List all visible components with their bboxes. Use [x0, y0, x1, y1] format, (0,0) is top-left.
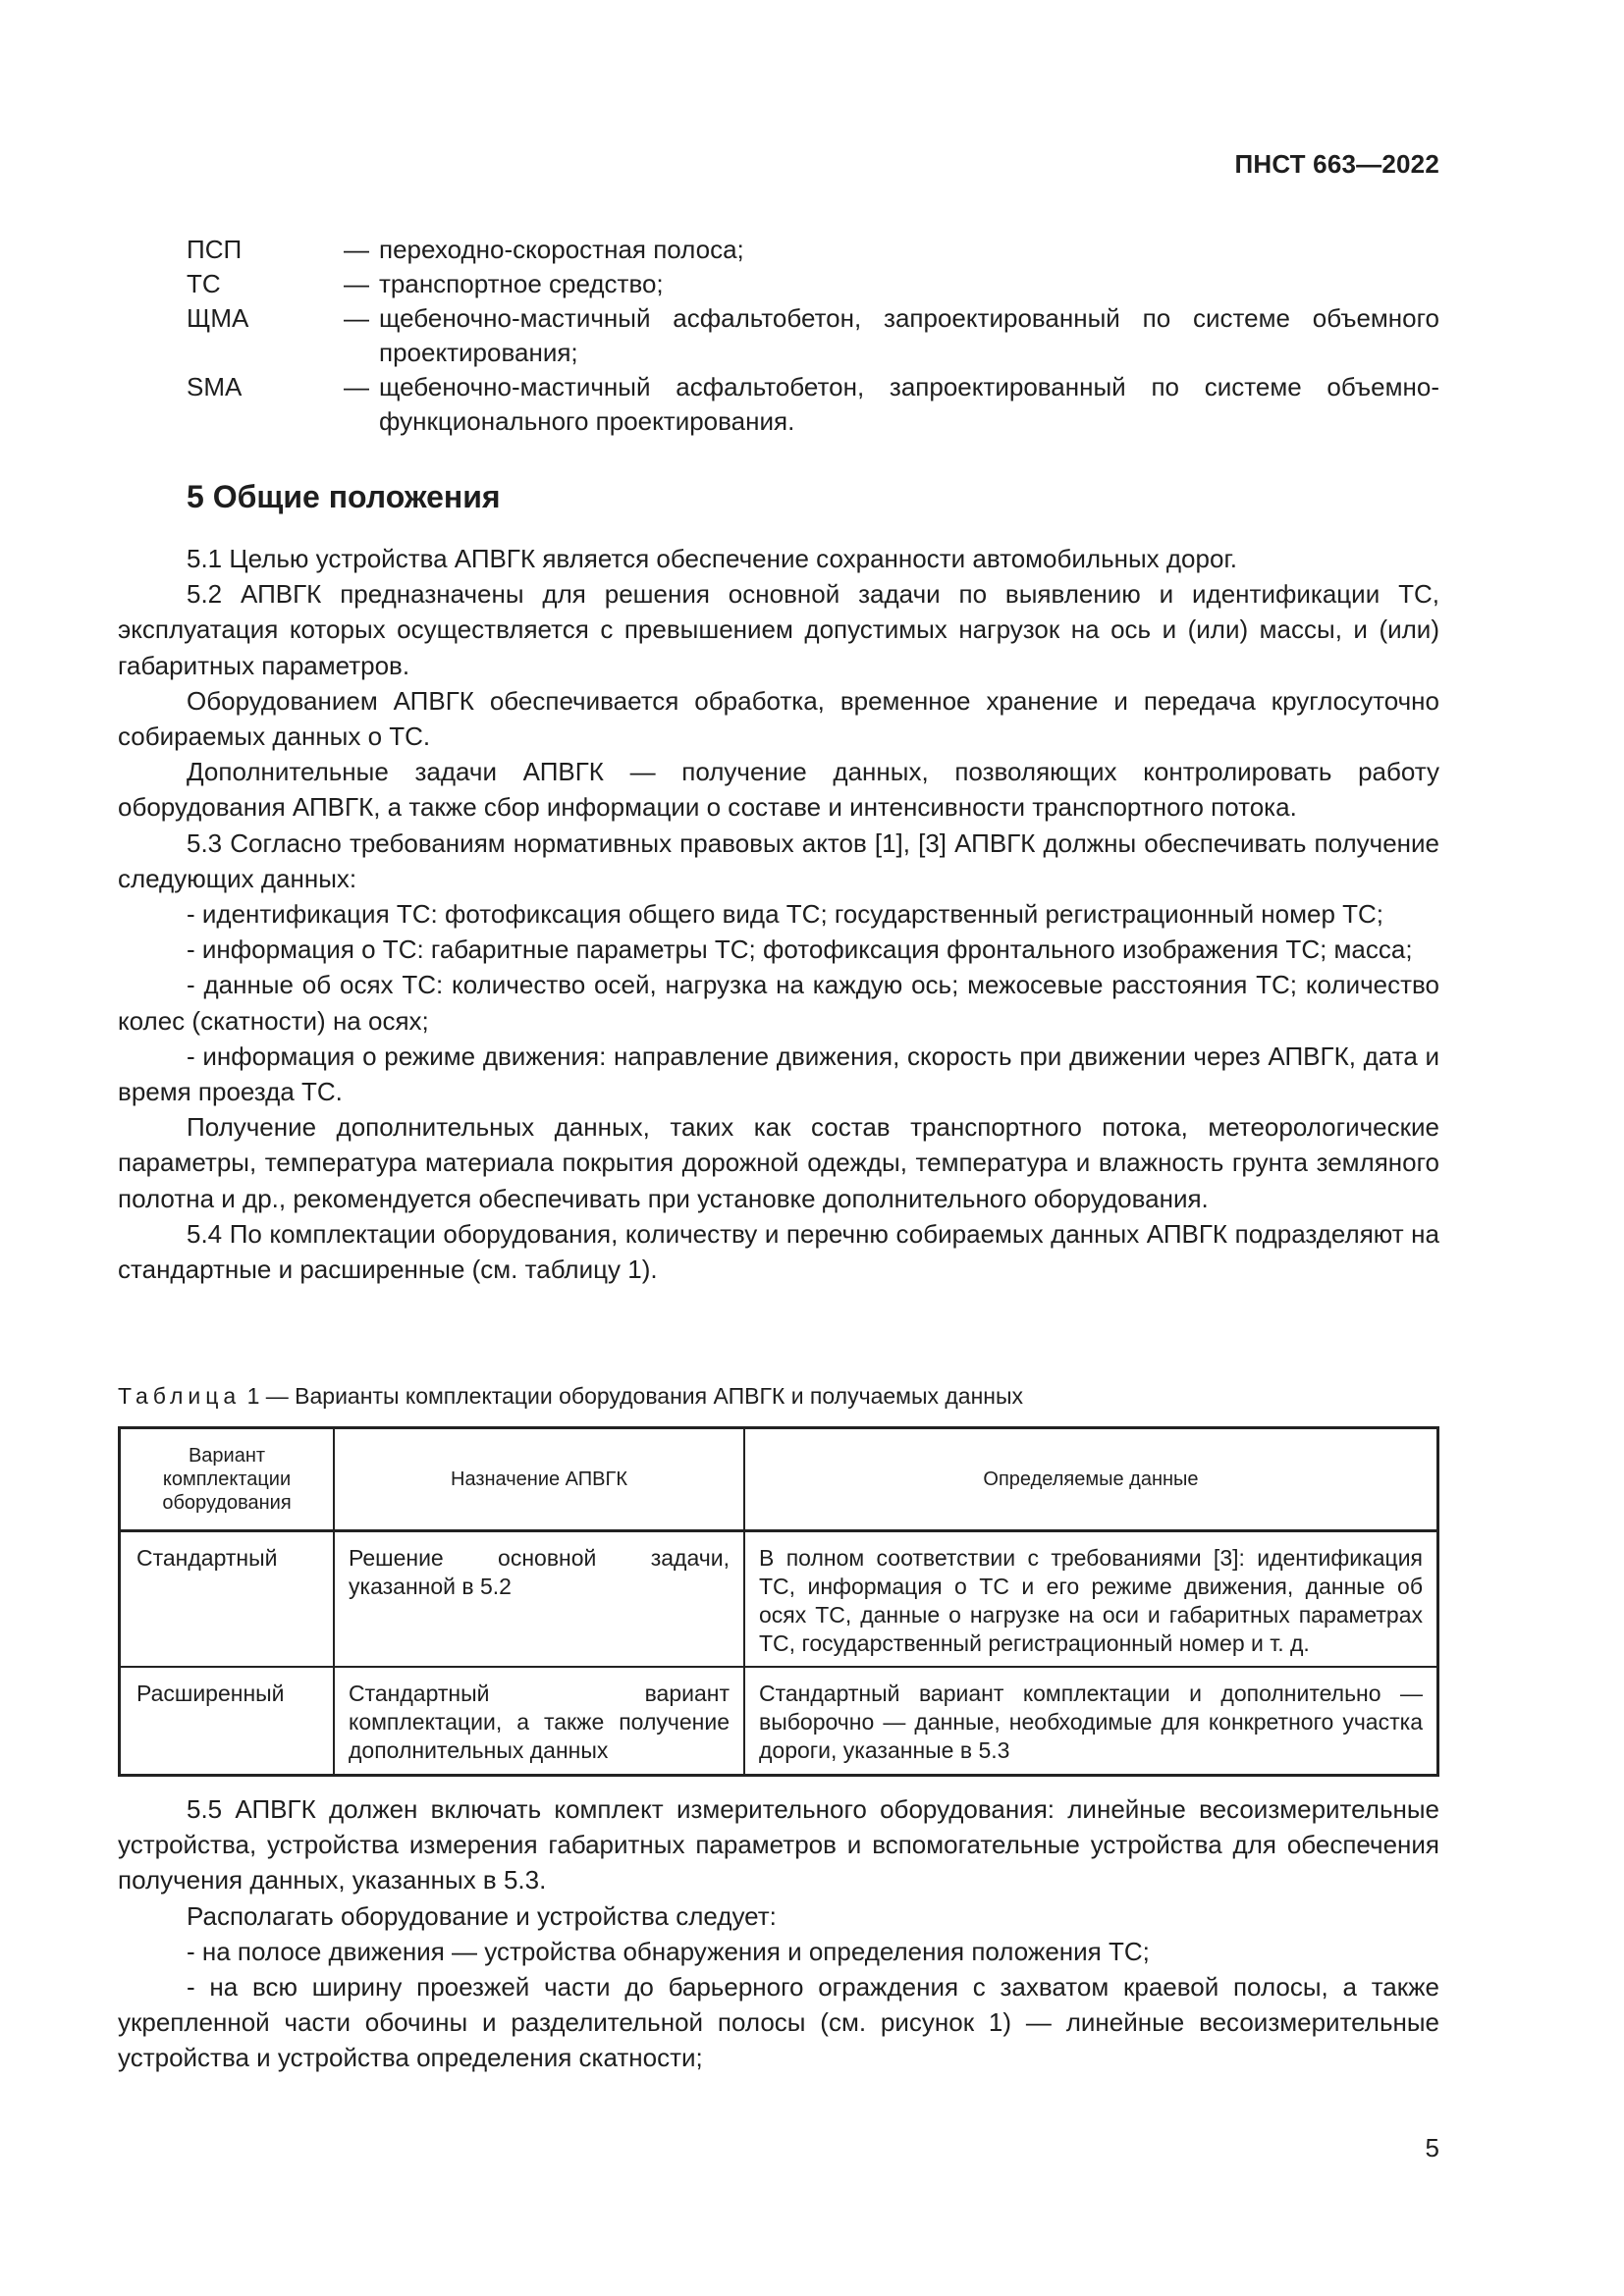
abbreviation-term: ЩМА: [187, 303, 249, 333]
abbreviation-item: [187, 233, 1439, 267]
list-item: - на полосе движения — устройства обнаружения и определения положения ТС;: [187, 1936, 1150, 1966]
abbreviation-dash: —: [344, 372, 369, 401]
list-item: - на всю ширину проезжей части до барьерного ограждения с захватом краевой полосы, а также укрепленной части обочины и разделительной полосы (см. рисунок 1) — линейные весоизмерительные устройства и устройства определения скатности;: [118, 1972, 1439, 2073]
paragraph: Дополнительные задачи АПВГК — получение данных, позволяющих контролировать работу оборудования АПВГК, а также сбор информации о составе и интенсивности транспортного потока.: [118, 757, 1439, 823]
abbreviation-item: [187, 267, 1439, 301]
header-purpose: Назначение АПВГК: [334, 1428, 744, 1531]
paragraph: Получение дополнительных данных, таких как состав транспортного потока, метеорологические параметры, температура материала покрытия дорожной одежды, температура и влажность грунта земляного полотна и др., рекомендуется обеспечивать при установке дополнительного оборудования.: [118, 1112, 1439, 1213]
table-cell: Стандартный вариант комплектации, а также получение дополнительных данных: [334, 1667, 744, 1776]
table-cell: Расширенный: [120, 1667, 335, 1776]
abbreviation-item: [187, 370, 1439, 439]
abbreviation-term: SMA: [187, 372, 243, 401]
abbreviation-term: ТС: [187, 269, 221, 298]
abbreviation-definition: щебеночно-мастичный асфальтобетон, запроектированный по системе объемно-функционального проектирования.: [379, 372, 1439, 436]
table-cell: Решение основной задачи, указанной в 5.2: [334, 1531, 744, 1668]
table-caption-label: Таблица: [118, 1383, 242, 1409]
header-data: Определяемые данные: [744, 1428, 1438, 1531]
list-item: - информация о ТС: габаритные параметры ТС; фотофиксация фронтального изображения ТС; масса;: [187, 934, 1413, 965]
paragraph: 5.5 АПВГК должен включать комплект измерительного оборудования: линейные весоизмерительные устройства, устройства измерения габаритных параметров и вспомогательные устройства для обеспечения получения данных, указанных в 5.3.: [118, 1794, 1439, 1896]
abbreviation-list: [187, 233, 1439, 439]
document-code: ПНСТ 663—2022: [1234, 149, 1439, 179]
paragraph: 5.3 Согласно требованиям нормативных правовых актов [1], [3] АПВГК должны обеспечивать получение следующих данных:: [118, 828, 1439, 893]
section-heading: 5 Общие положения: [187, 479, 501, 514]
abbreviation-dash: —: [344, 269, 369, 298]
paragraph: 5.2 АПВГК предназначены для решения основной задачи по выявлению и идентификации ТС, эксплуатация которых осуществляется с превышением допустимых нагрузок на ось и (или) массы, и (или) габаритных параметров.: [118, 579, 1439, 680]
table-cell: Стандартный: [120, 1531, 335, 1668]
abbreviation-dash: —: [344, 303, 369, 333]
paragraph: 5.1 Целью устройства АПВГК является обеспечение сохранности автомобильных дорог.: [187, 544, 1237, 573]
abbreviation-dash: —: [344, 235, 369, 264]
abbreviation-definition: переходно-скоростная полоса;: [379, 235, 744, 264]
abbreviation-definition: транспортное средство;: [379, 269, 664, 298]
body-text: [118, 541, 1439, 1287]
table-cell: Стандартный вариант комплектации и дополнительно — выборочно — данные, необходимые для конкретного участка дороги, указанные в 5.3: [744, 1667, 1438, 1776]
list-item: - идентификация ТС: фотофиксация общего вида ТС; государственный регистрационный номер ТС;: [187, 899, 1384, 930]
body-text-after-table: [118, 1791, 1439, 2076]
abbreviation-definition: щебеночно-мастичный асфальтобетон, запроектированный по системе объемного проектирования;: [379, 303, 1439, 367]
table-caption: [118, 1383, 1023, 1410]
table-header-row: [120, 1428, 1438, 1531]
table-caption-text: 1 — Варианты комплектации оборудования АПВГК и получаемых данных: [246, 1383, 1024, 1409]
paragraph: 5.4 По комплектации оборудования, количеству и перечню собираемых данных АПВГК подразделяют на стандартные и расширенные (см. таблицу 1).: [118, 1218, 1439, 1285]
equipment-options-table: [118, 1426, 1439, 1777]
page-number: 5: [1425, 2133, 1439, 2163]
paragraph: Оборудованием АПВГК обеспечивается обработка, временное хранение и передача круглосуточно собираемых данных о ТС.: [118, 685, 1439, 752]
paragraph: Располагать оборудование и устройства следует:: [187, 1900, 777, 1931]
list-item: - информация о режиме движения: направление движения, скорость при движении через АПВГК, дата и время проезда ТС.: [118, 1041, 1439, 1107]
abbreviation-item: [187, 301, 1439, 370]
list-item: - данные об осях ТС: количество осей, нагрузка на каждую ось; межосевые расстояния ТС; количество колес (скатности) на осях;: [118, 970, 1439, 1036]
abbreviation-term: ПСП: [187, 235, 243, 264]
header-variant: Вариант комплектации оборудования: [120, 1428, 335, 1531]
table-row: [120, 1667, 1438, 1776]
table-row: [120, 1531, 1438, 1668]
table-cell: В полном соответствии с требованиями [3]: идентификация ТС, информация о ТС и его режиме движения, данные об осях ТС, данные о нагрузке на оси и габаритных параметрах ТС, государственный регистрационный номер и т. д.: [744, 1531, 1438, 1668]
